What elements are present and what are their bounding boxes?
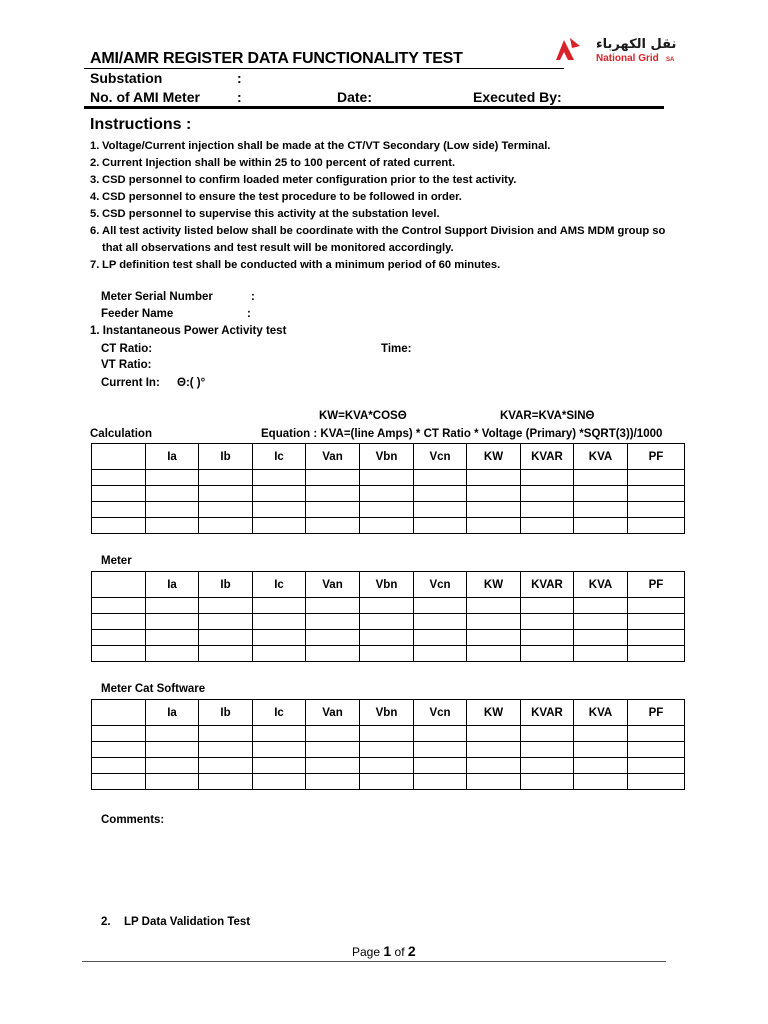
- column-header: Vcn: [414, 700, 467, 726]
- instructions-list: [90, 138, 670, 274]
- column-header: Van: [306, 444, 360, 470]
- footer-divider: [82, 961, 666, 962]
- table-row[interactable]: [92, 518, 685, 534]
- table-row[interactable]: [92, 774, 685, 790]
- column-header: KVA: [574, 700, 628, 726]
- column-header: Ia: [146, 700, 199, 726]
- column-header: Ic: [253, 700, 306, 726]
- calculation-label: Calculation: [90, 428, 152, 440]
- column-header: [92, 700, 146, 726]
- instructions-title: Instructions :: [90, 116, 192, 133]
- section-2-number: 2.: [101, 916, 111, 928]
- executed-by-label: Executed By:: [473, 89, 562, 105]
- table-row[interactable]: [92, 646, 685, 662]
- meter-serial-label: Meter Serial Number: [101, 291, 213, 303]
- table-row[interactable]: [92, 598, 685, 614]
- time-label: Time:: [381, 343, 412, 355]
- column-header: Vcn: [414, 572, 467, 598]
- column-header: Vbn: [360, 444, 414, 470]
- theta-field: Θ:( )°: [177, 377, 206, 389]
- column-header: Vcn: [414, 444, 467, 470]
- page-number: Page 1 of 2: [352, 943, 416, 959]
- table-row[interactable]: [92, 742, 685, 758]
- table-row[interactable]: [92, 630, 685, 646]
- national-grid-logo: [556, 34, 678, 68]
- vt-ratio-label: VT Ratio:: [101, 359, 152, 371]
- software-table: [91, 699, 685, 790]
- column-header: Van: [306, 572, 360, 598]
- column-header: Ia: [146, 444, 199, 470]
- column-header: KVA: [574, 572, 628, 598]
- column-header: Ic: [253, 572, 306, 598]
- column-header: KVAR: [521, 700, 574, 726]
- instruction-item: 4. CSD personnel to ensure the test procedure to be followed in order.: [90, 191, 462, 203]
- instruction-item: 5. CSD personnel to supervise this activity at the substation level.: [90, 208, 440, 220]
- calculation-table: [91, 443, 685, 534]
- current-in-label: Current In:: [101, 377, 160, 389]
- column-header: Vbn: [360, 572, 414, 598]
- comments-label: Comments:: [101, 814, 165, 826]
- table-header-row: [92, 572, 685, 598]
- table-row[interactable]: [92, 470, 685, 486]
- equation-text: Equation : KVA=(line Amps) * CT Ratio * Voltage (Primary) *SQRT(3))/1000: [261, 428, 663, 440]
- feeder-name-label: Feeder Name: [101, 308, 174, 320]
- document-title: AMI/AMR REGISTER DATA FUNCTIONALITY TEST: [90, 50, 463, 67]
- instruction-item: 7. LP definition test shall be conducted with a minimum period of 60 minutes.: [90, 259, 501, 271]
- column-header: Ic: [253, 444, 306, 470]
- column-header: Ib: [199, 572, 253, 598]
- svg-text:SA: SA: [666, 57, 675, 63]
- substation-label: Substation: [90, 70, 163, 86]
- column-header: [92, 444, 146, 470]
- column-header: Ia: [146, 572, 199, 598]
- meter-serial-colon: :: [251, 291, 255, 303]
- column-header: KVAR: [521, 444, 574, 470]
- instruction-item: 2. Current Injection shall be within 25 to 100 percent of rated current.: [90, 157, 456, 169]
- instruction-item: 6. All test activity listed below shall be coordinate with the Control Support Division and AMS MDM group so that all observations and test result will be monitored accordingly.: [90, 225, 666, 254]
- table-header-row: [92, 700, 685, 726]
- column-header: Van: [306, 700, 360, 726]
- table-row[interactable]: [92, 758, 685, 774]
- section-1-title: 1. Instantaneous Power Activity test: [90, 325, 287, 337]
- table-row[interactable]: [92, 614, 685, 630]
- ct-ratio-label: CT Ratio:: [101, 343, 153, 355]
- feeder-name-colon: :: [247, 308, 251, 320]
- table-row[interactable]: [92, 486, 685, 502]
- column-header: Vbn: [360, 700, 414, 726]
- instruction-item: 1. Voltage/Current injection shall be made at the CT/VT Secondary (Low side) Terminal.: [90, 140, 551, 152]
- column-header: PF: [628, 572, 685, 598]
- column-header: KVAR: [521, 572, 574, 598]
- column-header: PF: [628, 700, 685, 726]
- table-header-row: [92, 444, 685, 470]
- column-header: Ib: [199, 700, 253, 726]
- software-label: Meter Cat Software: [101, 683, 206, 695]
- table-row[interactable]: [92, 726, 685, 742]
- column-header: KVA: [574, 444, 628, 470]
- column-header: Ib: [199, 444, 253, 470]
- ami-meter-colon: :: [237, 89, 242, 105]
- table-row[interactable]: [92, 502, 685, 518]
- meter-label: Meter: [101, 555, 132, 567]
- svg-text:نقل الكهرباء: نقل الكهرباء: [596, 37, 677, 52]
- column-header: KW: [467, 572, 521, 598]
- column-header: [92, 572, 146, 598]
- title-underline: [84, 68, 564, 69]
- kvar-formula: KVAR=KVA*SINΘ: [500, 410, 595, 422]
- instruction-item: 3. CSD personnel to confirm loaded meter configuration prior to the test activity.: [90, 174, 517, 186]
- column-header: KW: [467, 444, 521, 470]
- column-header: KW: [467, 700, 521, 726]
- meter-table: [91, 571, 685, 662]
- section-2-title: LP Data Validation Test: [124, 916, 251, 928]
- column-header: PF: [628, 444, 685, 470]
- header-divider: [84, 106, 664, 109]
- kw-formula: KW=KVA*COSΘ: [319, 410, 407, 422]
- ami-meter-label: No. of AMI Meter: [90, 89, 200, 105]
- substation-colon: :: [237, 70, 242, 86]
- date-label: Date:: [337, 89, 373, 105]
- svg-text:National Grid: National Grid: [596, 53, 659, 64]
